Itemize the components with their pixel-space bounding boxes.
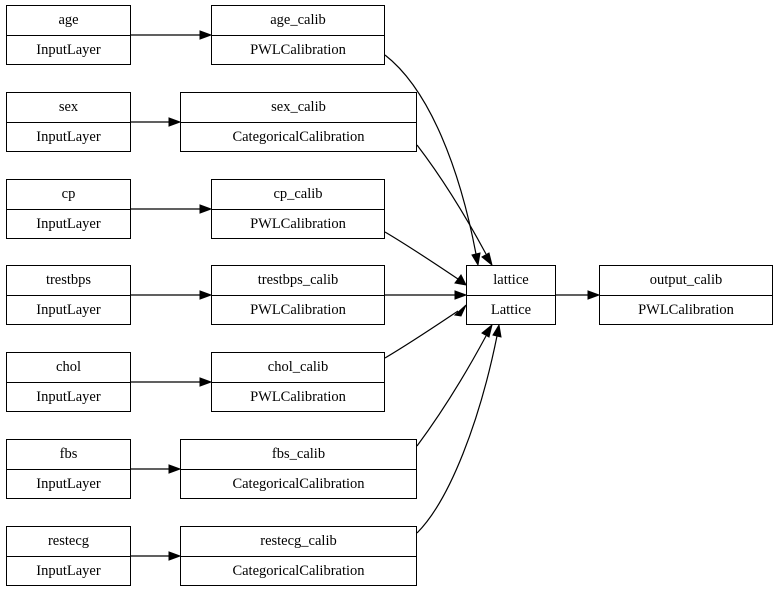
node-output_calib-name: output_calib xyxy=(600,266,772,296)
node-trestbps[interactable] xyxy=(6,265,131,325)
node-cp_calib-name: cp_calib xyxy=(212,180,384,210)
edge-cp_calib-to-lattice xyxy=(385,232,466,285)
node-sex_calib-kind: CategoricalCalibration xyxy=(232,128,365,145)
edge-cp-to-cp_calib xyxy=(131,205,211,213)
node-sex[interactable] xyxy=(6,92,131,152)
node-fbs_calib[interactable] xyxy=(180,439,417,499)
node-age-kind: InputLayer xyxy=(36,41,101,58)
node-fbs_calib-kind: CategoricalCalibration xyxy=(232,475,365,492)
node-fbs-name: fbs xyxy=(7,440,130,470)
node-lattice-name: lattice xyxy=(467,266,555,296)
node-age_calib-name: age_calib xyxy=(212,6,384,36)
node-age[interactable] xyxy=(6,5,131,65)
edge-age-to-age_calib xyxy=(131,31,211,39)
node-trestbps_calib-kind: PWLCalibration xyxy=(250,301,346,318)
node-cp_calib-kind: PWLCalibration xyxy=(250,215,346,232)
edge-trestbps_calib-to-lattice xyxy=(385,291,466,299)
node-restecg[interactable] xyxy=(6,526,131,586)
edge-trestbps-to-trestbps_calib xyxy=(131,291,211,299)
node-cp-name: cp xyxy=(7,180,130,210)
node-output_calib[interactable] xyxy=(599,265,773,325)
node-sex-kind: InputLayer xyxy=(36,128,101,145)
node-cp[interactable] xyxy=(6,179,131,239)
node-cp_calib[interactable] xyxy=(211,179,385,239)
node-trestbps-kind: InputLayer xyxy=(36,301,101,318)
node-restecg-name: restecg xyxy=(7,527,130,557)
edge-lattice-to-output_calib xyxy=(556,291,599,299)
edge-chol_calib-to-lattice xyxy=(385,305,466,358)
node-sex_calib-name: sex_calib xyxy=(181,93,416,123)
edge-chol-to-chol_calib xyxy=(131,378,211,386)
node-chol_calib-name: chol_calib xyxy=(212,353,384,383)
node-age_calib-kind: PWLCalibration xyxy=(250,41,346,58)
node-fbs_calib-name: fbs_calib xyxy=(181,440,416,470)
node-sex-name: sex xyxy=(7,93,130,123)
edge-age_calib-to-lattice xyxy=(385,55,480,265)
node-chol_calib[interactable] xyxy=(211,352,385,412)
node-output_calib-kind: PWLCalibration xyxy=(638,301,734,318)
edge-restecg-to-restecg_calib xyxy=(131,552,180,560)
node-chol-kind: InputLayer xyxy=(36,388,101,405)
edge-fbs_calib-to-lattice xyxy=(417,325,492,446)
node-restecg-kind: InputLayer xyxy=(36,562,101,579)
edge-sex-to-sex_calib xyxy=(131,118,180,126)
node-sex_calib[interactable] xyxy=(180,92,417,152)
node-chol_calib-kind: PWLCalibration xyxy=(250,388,346,405)
edge-sex_calib-to-lattice xyxy=(417,145,492,265)
node-restecg_calib[interactable] xyxy=(180,526,417,586)
node-restecg_calib-name: restecg_calib xyxy=(181,527,416,557)
node-chol[interactable] xyxy=(6,352,131,412)
node-lattice-kind: Lattice xyxy=(490,301,532,318)
node-trestbps_calib[interactable] xyxy=(211,265,385,325)
node-cp-kind: InputLayer xyxy=(36,215,101,232)
node-age_calib[interactable] xyxy=(211,5,385,65)
edge-fbs-to-fbs_calib xyxy=(131,465,180,473)
node-fbs-kind: InputLayer xyxy=(36,475,101,492)
node-trestbps-name: trestbps xyxy=(7,266,130,296)
node-trestbps_calib-name: trestbps_calib xyxy=(212,266,384,296)
node-lattice[interactable] xyxy=(466,265,556,325)
node-age-name: age xyxy=(7,6,130,36)
node-fbs[interactable] xyxy=(6,439,131,499)
node-restecg_calib-kind: CategoricalCalibration xyxy=(232,562,365,579)
node-chol-name: chol xyxy=(7,353,130,383)
